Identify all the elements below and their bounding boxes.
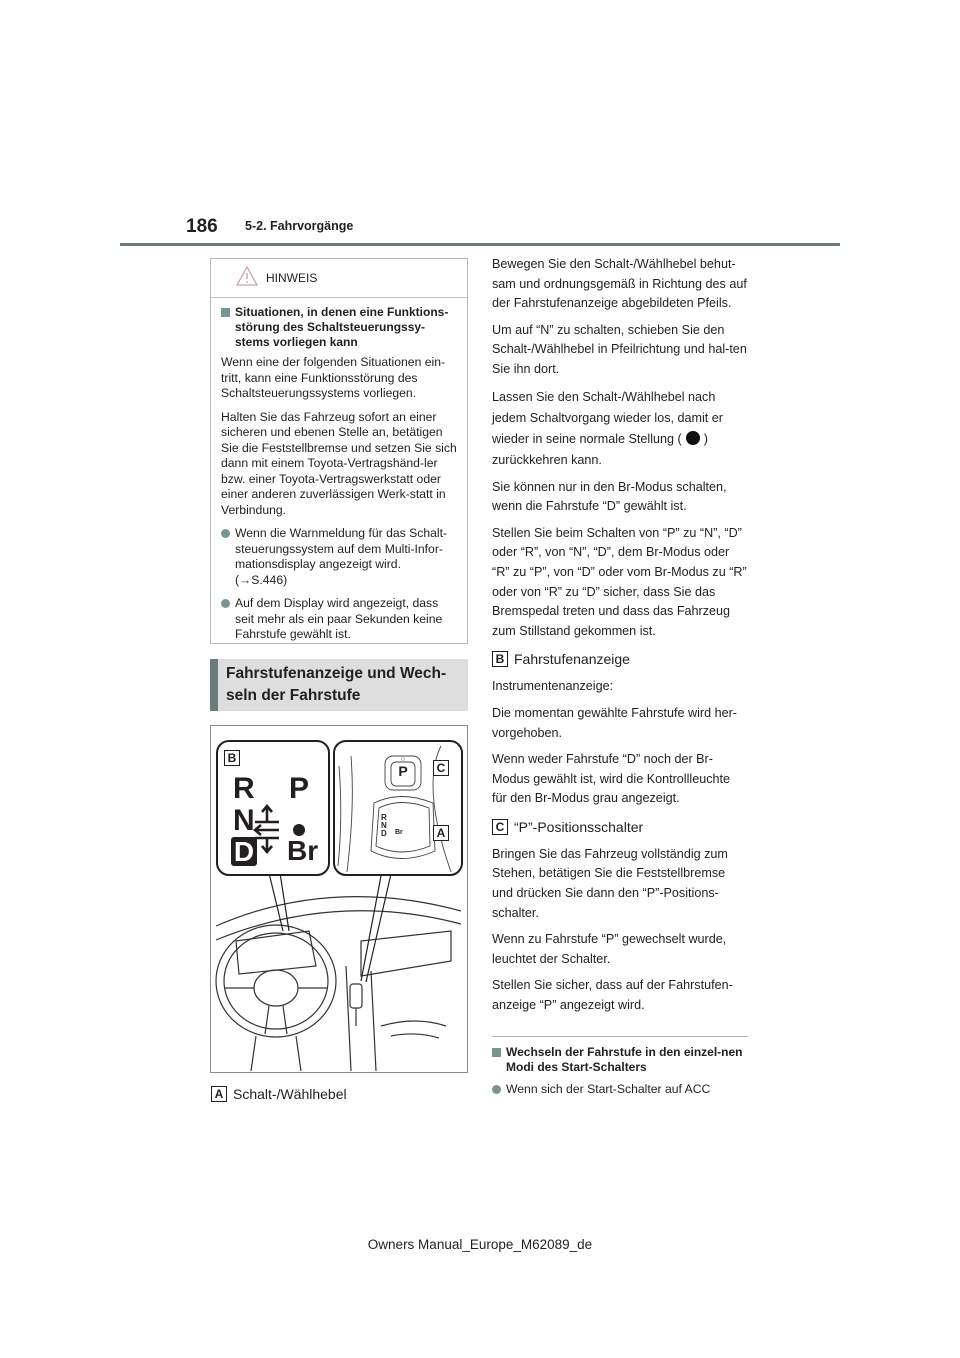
notice-header [221, 259, 457, 297]
notice-bullet-1 [221, 526, 457, 588]
right-paragraph-4: Sie können nur in den Br-Modus schalten, wenn die Fahrstufe “D” gewählt ist. [492, 479, 727, 514]
gear-n: N [233, 804, 255, 837]
gear-br: Br [287, 835, 319, 866]
lever-gear-marks: R N D [381, 813, 387, 838]
header-divider [120, 243, 840, 246]
footer: Owners Manual_Europe_M62089_de [367, 1237, 593, 1252]
chapter-title: 5-2. Fahrvorgänge [245, 219, 354, 233]
subsection-b-paragraph-1: Instrumentenanzeige: [492, 679, 614, 694]
right-paragraph-3-start: Lassen Sie den Schalt-/Wählhebel nach jedem Schaltvorgang wieder los, damit er wieder in seine normale Stellung ( [492, 389, 723, 446]
round-bullet-icon [221, 529, 230, 538]
label-a: A [433, 825, 449, 841]
notice-box [210, 258, 468, 644]
subsection-c-title: “P”-Positionsschalter [514, 818, 644, 835]
page-number: 186 [186, 216, 218, 237]
section-heading [210, 659, 468, 711]
label-b: B [224, 750, 240, 766]
notice-paragraph-1: Wenn eine der folgenden Situationen ein-tritt, kann eine Funktionsstörung des Schaltsteuerungssystems vorliegen. [221, 355, 446, 400]
sub-heading [492, 1045, 748, 1075]
p-switch-indicator-icon: ○ [400, 756, 406, 763]
subsection-c-heading [492, 819, 748, 835]
round-bullet-icon [221, 599, 230, 608]
subsection-c-paragraph-2: Wenn zu Fahrstufe “P” gewechselt wurde, leuchtet der Schalter. [492, 932, 727, 966]
section-heading-line-1: Fahrstufenanzeige und Wech- [226, 665, 447, 682]
subsection-c-label: C [492, 819, 508, 835]
page-reference-link[interactable]: (→S.446) [235, 572, 288, 587]
lever-br-mark: Br [395, 829, 403, 836]
right-column [492, 255, 748, 1097]
square-bullet-icon [221, 308, 230, 317]
subsection-b-paragraph-2: Die momentan gewählte Fahrstufe wird her-vorgehoben. [492, 705, 737, 740]
gear-p: P [289, 772, 310, 805]
subsection-c-paragraph-3: Stellen Sie sicher, dass auf der Fahrstufen-anzeige “P” angezeigt wird. [492, 978, 733, 1013]
p-switch-label: P [398, 763, 408, 779]
subsection-b-title: Fahrstufenanzeige [514, 651, 630, 668]
subsection-b-label: B [492, 651, 508, 667]
caption-a-label: A [211, 1086, 227, 1102]
notice-bullet-2 [221, 596, 457, 643]
caption-a [211, 1086, 347, 1102]
right-paragraph-1: Bewegen Sie den Schalt-/Wählhebel behut-sam und ordnungsgemäß in Richtung des auf der Fahrstufenanzeige abgebildeten Pfeils. [492, 257, 747, 311]
notice-bullet-1-body [235, 526, 457, 588]
gear-shift-illustration [210, 725, 468, 1073]
notice-divider [211, 297, 467, 298]
gear-r: R [233, 772, 255, 805]
notice-heading [221, 305, 457, 350]
subsection-b-heading [492, 651, 748, 667]
notice-heading-text: Situationen, in denen eine Funktions-störung des Schaltsteuerungssy-stems vorliegen kann [235, 305, 449, 349]
square-bullet-icon [492, 1048, 501, 1057]
subsection-c-paragraph-1: Bringen Sie das Fahrzeug vollständig zum Stehen, betätigen Sie die Feststellbremse und drücken Sie dann den “P”-Positions-schalter. [492, 846, 728, 920]
notice-bullet-2-text: Auf dem Display wird angezeigt, dass seit mehr als ein paar Sekunden keine Fahrstufe gewählt ist. [235, 596, 443, 641]
notice-bullet-1-text: Wenn die Warnmeldung für das Schalt-steuerungssystem auf dem Multi-Infor-mationsdisplay angezeigt wird. [235, 526, 448, 571]
sub-bullet [492, 1082, 748, 1098]
warning-triangle-icon [235, 265, 259, 287]
right-paragraph-3-end: ) zurückkehren kann. [492, 431, 708, 467]
section-heading-line-2: seln der Fahrstufe [226, 687, 361, 704]
notice-title: HINWEIS [266, 271, 318, 285]
round-bullet-icon [492, 1085, 501, 1094]
subheading-divider [492, 1036, 748, 1037]
gear-d-selected: D [231, 837, 257, 866]
right-paragraph-3 [492, 387, 748, 471]
right-paragraph-5: Stellen Sie beim Schalten von “P” zu “N”, “D” oder “R”, von “N”, “D”, dem Br-Modus oder “R” zu “P”, von “D” oder vom Br-Modus zu “R” oder von “R” zu “D” sicher, dass Sie das Bremspedal treten und dass das Fahrzeug zum Stillstand gekommen ist. [492, 525, 747, 638]
caption-a-text: Schalt-/Wählhebel [233, 1086, 347, 1102]
right-paragraph-2: Um auf “N” zu schalten, schieben Sie den Schalt-/Wählhebel in Pfeilrichtung und hal-ten Sie ihn dort. [492, 322, 747, 376]
normal-position-dot-icon [686, 431, 700, 445]
label-c: C [433, 760, 449, 776]
notice-paragraph-2: Halten Sie das Fahrzeug sofort an einer sicheren und ebenen Stelle an, betätigen Sie die Feststellbremse und setzen Sie sich dann mit einem Toyota-Vertragshänd-ler bzw. einer Toyota-Vertragswerkstatt oder einer anderen zuverlässigen Werk-statt in Verbindung. [221, 409, 457, 517]
subsection-b-paragraph-3: Wenn weder Fahrstufe “D” noch der Br-Modus gewählt ist, wird die Kontrollleuchte für den Br-Modus grau angezeigt. [492, 752, 731, 806]
sub-heading-text: Wechseln der Fahrstufe in den einzel-nen Modi des Start-Schalters [506, 1044, 743, 1074]
sub-bullet-text: Wenn sich der Start-Schalter auf ACC [506, 1081, 711, 1096]
